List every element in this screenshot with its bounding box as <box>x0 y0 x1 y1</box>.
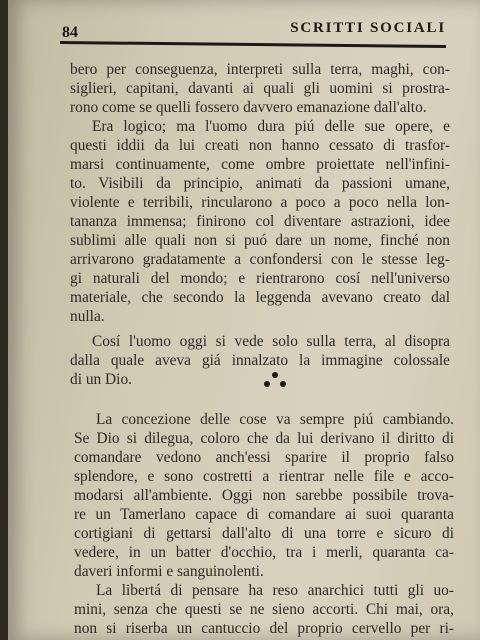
text-line: mini, senza che questi se ne sieno accorti. Chi mai, ora, <box>74 601 454 618</box>
text-line: sublimi alle quali non si puó dare un nome, finché non <box>70 232 450 249</box>
text-line: splendore, e sono costretti a rientrar nelle file e acco- <box>74 468 454 485</box>
page-number: 84 <box>62 24 78 41</box>
text-line: La concezione delle cose va sempre piú cambiando. <box>96 411 454 428</box>
text-line: violente e terribili, rincularono a poco a poco nella lon- <box>70 194 450 211</box>
text-line: rono come se quelli fossero davvero emanazione dall'alto. <box>70 99 427 116</box>
text-line: tananza immensa; finirono col diventare astrazioni, idee <box>70 213 450 230</box>
paragraph <box>70 332 450 389</box>
paragraph <box>74 581 454 638</box>
text-line: materiale, che secondo la leggenda avevano creato dal <box>70 289 450 306</box>
text-line: daveri informi e sanguinolenti. <box>74 563 264 580</box>
text-line: marsi continuamente, come ombre proiettate nell'infini- <box>70 156 450 173</box>
paragraph <box>74 410 454 581</box>
text-line: Cosí l'uomo oggi si vede solo sulla terra, al disopra <box>92 333 450 350</box>
paragraph <box>70 60 450 117</box>
text-line: to. Visibili da principio, animati da passioni umane, <box>70 175 450 192</box>
text-line: arrivarono gradatamente a confondersi con le stesse leg- <box>70 251 450 268</box>
text-line: non si riserba un cantuccio del proprio cervello per ri- <box>74 620 454 637</box>
book-page <box>8 0 480 640</box>
text-line: questi iddii da lui creati non hanno cessato di trasfor- <box>70 137 450 154</box>
text-line: gi naturali del mondo; e rientrarono cosí nell'universo <box>70 270 450 287</box>
text-line: dalla quale aveva giá innalzato la immagine colossale <box>70 352 450 369</box>
text-line: modarsi all'ambiente. Oggi non sarebbe possibile trova- <box>74 487 454 504</box>
text-line: Era logico; ma l'uomo dura piú delle sue opere, e <box>92 118 450 135</box>
text-line: comandare vedono anch'essi sparire il proprio falso <box>74 449 454 466</box>
body-text-section-1 <box>70 60 450 389</box>
section-break-ornament <box>262 372 288 392</box>
text-line: Se Dio si dilegua, coloro che da lui derivano il diritto di <box>74 430 454 447</box>
text-line: bero per conseguenza, interpreti sulla terra, maghi, con- <box>70 61 450 78</box>
paragraph <box>70 117 450 326</box>
running-head <box>62 20 446 44</box>
text-line: nulla. <box>70 308 105 325</box>
text-line: siglieri, capitani, davanti ai quali gli uomini si prostra- <box>70 80 450 97</box>
text-line: vedere, in un batter d'occhio, tra i merli, quaranta ca- <box>74 544 454 561</box>
running-title: SCRITTI SOCIALI <box>290 20 446 36</box>
text-line: cortigiani di gettarsi dall'alto di una torre e sicuro di <box>74 525 454 542</box>
text-line: re un Tamerlano capace di comandare ai suoi quaranta <box>74 506 454 523</box>
text-line: La libertá di pensare ha reso anarchici tutti gli uo- <box>96 582 454 599</box>
body-text-section-2 <box>74 410 454 638</box>
text-line: di un Dio. <box>70 371 132 388</box>
